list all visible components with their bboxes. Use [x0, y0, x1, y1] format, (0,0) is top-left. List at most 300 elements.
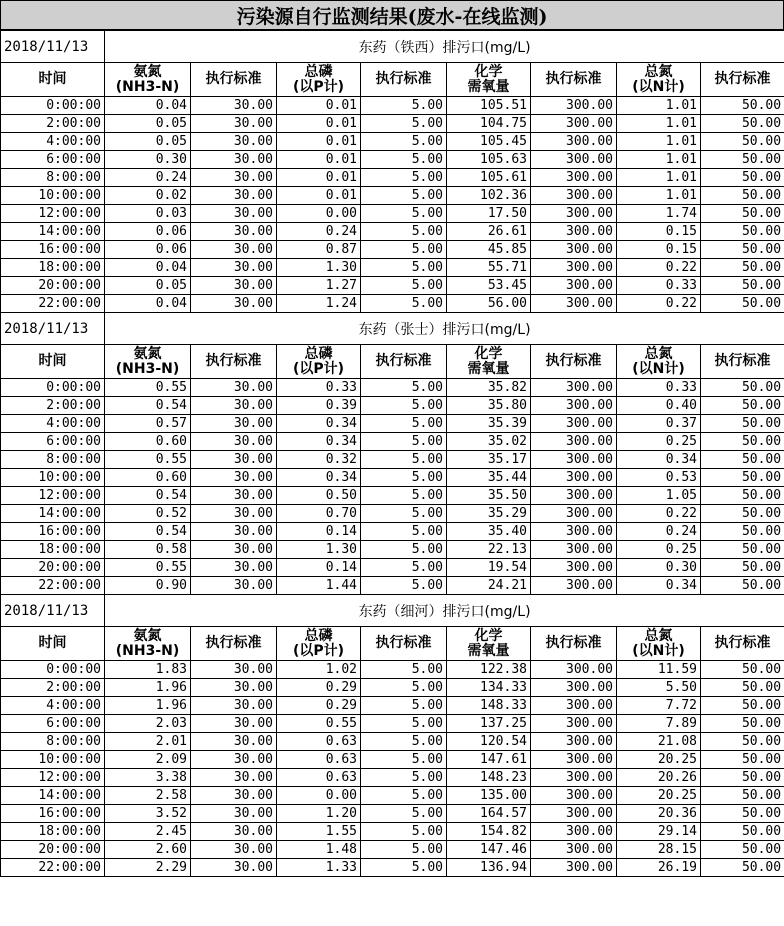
table-row [1, 487, 784, 505]
value-cell: 5.00 [361, 241, 447, 259]
value-cell: 5.00 [361, 187, 447, 205]
value-cell: 300.00 [531, 223, 617, 241]
time-cell: 14:00:00 [1, 787, 105, 805]
value-cell: 5.00 [361, 433, 447, 451]
table-row [1, 733, 784, 751]
value-cell: 0.53 [617, 469, 701, 487]
value-cell: 0.63 [277, 769, 361, 787]
value-cell: 30.00 [191, 751, 277, 769]
value-cell: 5.00 [361, 451, 447, 469]
value-cell: 50.00 [701, 823, 784, 841]
value-cell: 300.00 [531, 415, 617, 433]
value-cell: 300.00 [531, 133, 617, 151]
value-cell: 0.14 [277, 559, 361, 577]
value-cell: 20.26 [617, 769, 701, 787]
table-row [1, 187, 784, 205]
table-row [1, 523, 784, 541]
header-cod: 化学 需氧量 [447, 63, 531, 97]
section-site-name: 东药（张士）排污口(mg/L) [105, 313, 784, 345]
value-cell: 30.00 [191, 805, 277, 823]
column-header-row [1, 63, 784, 97]
value-cell: 0.01 [277, 133, 361, 151]
value-cell: 50.00 [701, 523, 784, 541]
value-cell: 0.55 [105, 559, 191, 577]
header-standard: 执行标准 [361, 627, 447, 661]
time-cell: 12:00:00 [1, 205, 105, 223]
table-row [1, 769, 784, 787]
value-cell: 2.03 [105, 715, 191, 733]
value-cell: 102.36 [447, 187, 531, 205]
value-cell: 0.30 [105, 151, 191, 169]
section-site-name: 东药（铁西）排污口(mg/L) [105, 31, 784, 63]
value-cell: 1.01 [617, 169, 701, 187]
value-cell: 50.00 [701, 295, 784, 313]
value-cell: 11.59 [617, 661, 701, 679]
value-cell: 136.94 [447, 859, 531, 877]
value-cell: 1.01 [617, 151, 701, 169]
value-cell: 50.00 [701, 805, 784, 823]
value-cell: 50.00 [701, 223, 784, 241]
value-cell: 30.00 [191, 469, 277, 487]
value-cell: 0.01 [277, 169, 361, 187]
value-cell: 35.50 [447, 487, 531, 505]
value-cell: 300.00 [531, 379, 617, 397]
value-cell: 0.00 [277, 787, 361, 805]
value-cell: 5.00 [361, 397, 447, 415]
value-cell: 104.75 [447, 115, 531, 133]
section-header-row [1, 313, 784, 345]
value-cell: 0.15 [617, 223, 701, 241]
value-cell: 30.00 [191, 295, 277, 313]
value-cell: 50.00 [701, 433, 784, 451]
value-cell: 0.24 [277, 223, 361, 241]
value-cell: 5.00 [361, 841, 447, 859]
value-cell: 300.00 [531, 115, 617, 133]
header-nh3n: 氨氮 (NH3-N) [105, 345, 191, 379]
value-cell: 1.01 [617, 187, 701, 205]
time-cell: 8:00:00 [1, 451, 105, 469]
value-cell: 26.61 [447, 223, 531, 241]
value-cell: 300.00 [531, 715, 617, 733]
value-cell: 1.01 [617, 97, 701, 115]
header-standard: 执行标准 [361, 63, 447, 97]
value-cell: 50.00 [701, 505, 784, 523]
time-cell: 18:00:00 [1, 541, 105, 559]
value-cell: 300.00 [531, 841, 617, 859]
value-cell: 147.46 [447, 841, 531, 859]
value-cell: 35.29 [447, 505, 531, 523]
value-cell: 135.00 [447, 787, 531, 805]
value-cell: 0.33 [277, 379, 361, 397]
value-cell: 50.00 [701, 769, 784, 787]
time-cell: 14:00:00 [1, 223, 105, 241]
value-cell: 0.22 [617, 505, 701, 523]
value-cell: 5.00 [361, 751, 447, 769]
value-cell: 300.00 [531, 97, 617, 115]
value-cell: 0.22 [617, 259, 701, 277]
value-cell: 0.24 [617, 523, 701, 541]
value-cell: 1.55 [277, 823, 361, 841]
value-cell: 50.00 [701, 559, 784, 577]
value-cell: 50.00 [701, 259, 784, 277]
time-cell: 0:00:00 [1, 97, 105, 115]
value-cell: 300.00 [531, 151, 617, 169]
header-tn: 总氮 (以N计) [617, 627, 701, 661]
value-cell: 30.00 [191, 679, 277, 697]
section-date: 2018/11/13 [1, 595, 105, 627]
value-cell: 0.06 [105, 223, 191, 241]
value-cell: 20.25 [617, 751, 701, 769]
value-cell: 50.00 [701, 277, 784, 295]
value-cell: 0.01 [277, 97, 361, 115]
value-cell: 300.00 [531, 679, 617, 697]
value-cell: 164.57 [447, 805, 531, 823]
value-cell: 0.06 [105, 241, 191, 259]
value-cell: 35.39 [447, 415, 531, 433]
value-cell: 5.00 [361, 469, 447, 487]
table-row [1, 433, 784, 451]
value-cell: 30.00 [191, 397, 277, 415]
value-cell: 0.30 [617, 559, 701, 577]
value-cell: 300.00 [531, 805, 617, 823]
value-cell: 30.00 [191, 451, 277, 469]
time-cell: 8:00:00 [1, 733, 105, 751]
value-cell: 300.00 [531, 187, 617, 205]
value-cell: 53.45 [447, 277, 531, 295]
header-tp: 总磷 (以P计) [277, 627, 361, 661]
value-cell: 0.40 [617, 397, 701, 415]
value-cell: 5.00 [361, 151, 447, 169]
value-cell: 1.30 [277, 541, 361, 559]
value-cell: 0.25 [617, 541, 701, 559]
table-row [1, 469, 784, 487]
value-cell: 0.34 [277, 433, 361, 451]
value-cell: 5.00 [361, 133, 447, 151]
header-standard: 执行标准 [701, 345, 784, 379]
value-cell: 300.00 [531, 487, 617, 505]
value-cell: 5.00 [361, 787, 447, 805]
value-cell: 122.38 [447, 661, 531, 679]
value-cell: 0.55 [277, 715, 361, 733]
value-cell: 21.08 [617, 733, 701, 751]
value-cell: 7.89 [617, 715, 701, 733]
value-cell: 0.01 [277, 151, 361, 169]
value-cell: 50.00 [701, 733, 784, 751]
table-row [1, 805, 784, 823]
value-cell: 50.00 [701, 679, 784, 697]
value-cell: 5.00 [361, 715, 447, 733]
time-cell: 16:00:00 [1, 523, 105, 541]
value-cell: 5.00 [361, 487, 447, 505]
time-cell: 10:00:00 [1, 469, 105, 487]
time-cell: 4:00:00 [1, 415, 105, 433]
value-cell: 2.45 [105, 823, 191, 841]
value-cell: 0.34 [277, 415, 361, 433]
value-cell: 300.00 [531, 559, 617, 577]
column-header-row [1, 627, 784, 661]
table-row [1, 859, 784, 877]
value-cell: 50.00 [701, 787, 784, 805]
value-cell: 30.00 [191, 187, 277, 205]
value-cell: 50.00 [701, 379, 784, 397]
value-cell: 300.00 [531, 295, 617, 313]
value-cell: 1.96 [105, 697, 191, 715]
value-cell: 1.96 [105, 679, 191, 697]
value-cell: 5.00 [361, 223, 447, 241]
value-cell: 0.70 [277, 505, 361, 523]
value-cell: 30.00 [191, 433, 277, 451]
value-cell: 35.02 [447, 433, 531, 451]
value-cell: 5.00 [361, 697, 447, 715]
value-cell: 0.37 [617, 415, 701, 433]
header-time: 时间 [1, 627, 105, 661]
value-cell: 1.02 [277, 661, 361, 679]
value-cell: 5.00 [361, 97, 447, 115]
value-cell: 1.24 [277, 295, 361, 313]
value-cell: 3.38 [105, 769, 191, 787]
value-cell: 30.00 [191, 523, 277, 541]
section-site-name: 东药（细河）排污口(mg/L) [105, 595, 784, 627]
value-cell: 0.32 [277, 451, 361, 469]
time-cell: 18:00:00 [1, 823, 105, 841]
value-cell: 50.00 [701, 751, 784, 769]
value-cell: 30.00 [191, 379, 277, 397]
value-cell: 0.03 [105, 205, 191, 223]
header-tn: 总氮 (以N计) [617, 63, 701, 97]
value-cell: 1.48 [277, 841, 361, 859]
value-cell: 5.00 [361, 379, 447, 397]
value-cell: 24.21 [447, 577, 531, 595]
value-cell: 5.00 [361, 541, 447, 559]
value-cell: 5.00 [361, 679, 447, 697]
value-cell: 5.00 [361, 859, 447, 877]
table-row [1, 115, 784, 133]
value-cell: 35.82 [447, 379, 531, 397]
section-date: 2018/11/13 [1, 31, 105, 63]
value-cell: 30.00 [191, 733, 277, 751]
time-cell: 6:00:00 [1, 715, 105, 733]
value-cell: 5.00 [361, 259, 447, 277]
value-cell: 30.00 [191, 487, 277, 505]
value-cell: 45.85 [447, 241, 531, 259]
value-cell: 0.24 [105, 169, 191, 187]
value-cell: 154.82 [447, 823, 531, 841]
value-cell: 35.80 [447, 397, 531, 415]
section-header-row [1, 31, 784, 63]
value-cell: 300.00 [531, 751, 617, 769]
value-cell: 105.61 [447, 169, 531, 187]
value-cell: 30.00 [191, 505, 277, 523]
value-cell: 0.05 [105, 115, 191, 133]
value-cell: 50.00 [701, 205, 784, 223]
time-cell: 8:00:00 [1, 169, 105, 187]
value-cell: 1.83 [105, 661, 191, 679]
value-cell: 50.00 [701, 661, 784, 679]
value-cell: 0.02 [105, 187, 191, 205]
header-nh3n: 氨氮 (NH3-N) [105, 627, 191, 661]
value-cell: 50.00 [701, 169, 784, 187]
header-nh3n: 氨氮 (NH3-N) [105, 63, 191, 97]
value-cell: 50.00 [701, 241, 784, 259]
value-cell: 5.00 [361, 505, 447, 523]
value-cell: 300.00 [531, 277, 617, 295]
value-cell: 50.00 [701, 397, 784, 415]
table-row [1, 751, 784, 769]
value-cell: 300.00 [531, 769, 617, 787]
time-cell: 20:00:00 [1, 277, 105, 295]
value-cell: 30.00 [191, 661, 277, 679]
value-cell: 300.00 [531, 733, 617, 751]
value-cell: 50.00 [701, 487, 784, 505]
header-tn: 总氮 (以N计) [617, 345, 701, 379]
value-cell: 5.00 [361, 277, 447, 295]
value-cell: 5.00 [361, 769, 447, 787]
value-cell: 30.00 [191, 97, 277, 115]
time-cell: 2:00:00 [1, 115, 105, 133]
value-cell: 1.01 [617, 133, 701, 151]
value-cell: 0.60 [105, 469, 191, 487]
header-time: 时间 [1, 63, 105, 97]
value-cell: 300.00 [531, 241, 617, 259]
value-cell: 0.54 [105, 397, 191, 415]
time-cell: 0:00:00 [1, 379, 105, 397]
value-cell: 148.33 [447, 697, 531, 715]
value-cell: 29.14 [617, 823, 701, 841]
table-row [1, 379, 784, 397]
value-cell: 300.00 [531, 433, 617, 451]
value-cell: 300.00 [531, 823, 617, 841]
section-date: 2018/11/13 [1, 313, 105, 345]
table-row [1, 661, 784, 679]
header-time: 时间 [1, 345, 105, 379]
time-cell: 2:00:00 [1, 679, 105, 697]
value-cell: 30.00 [191, 769, 277, 787]
value-cell: 30.00 [191, 169, 277, 187]
header-tp: 总磷 (以P计) [277, 63, 361, 97]
value-cell: 5.00 [361, 115, 447, 133]
value-cell: 35.40 [447, 523, 531, 541]
value-cell: 5.00 [361, 523, 447, 541]
value-cell: 28.15 [617, 841, 701, 859]
time-cell: 0:00:00 [1, 661, 105, 679]
time-cell: 12:00:00 [1, 769, 105, 787]
value-cell: 5.00 [361, 415, 447, 433]
value-cell: 5.00 [361, 823, 447, 841]
value-cell: 20.36 [617, 805, 701, 823]
monitoring-table [0, 30, 784, 877]
value-cell: 30.00 [191, 223, 277, 241]
value-cell: 300.00 [531, 859, 617, 877]
value-cell: 5.00 [361, 559, 447, 577]
value-cell: 137.25 [447, 715, 531, 733]
value-cell: 50.00 [701, 415, 784, 433]
header-standard: 执行标准 [361, 345, 447, 379]
value-cell: 0.87 [277, 241, 361, 259]
time-cell: 22:00:00 [1, 295, 105, 313]
table-row [1, 559, 784, 577]
value-cell: 300.00 [531, 397, 617, 415]
header-standard: 执行标准 [191, 345, 277, 379]
value-cell: 1.33 [277, 859, 361, 877]
time-cell: 6:00:00 [1, 151, 105, 169]
value-cell: 300.00 [531, 469, 617, 487]
value-cell: 30.00 [191, 241, 277, 259]
value-cell: 0.58 [105, 541, 191, 559]
time-cell: 22:00:00 [1, 577, 105, 595]
value-cell: 30.00 [191, 787, 277, 805]
time-cell: 16:00:00 [1, 805, 105, 823]
header-cod: 化学 需氧量 [447, 627, 531, 661]
value-cell: 0.29 [277, 697, 361, 715]
value-cell: 5.50 [617, 679, 701, 697]
value-cell: 300.00 [531, 541, 617, 559]
value-cell: 134.33 [447, 679, 531, 697]
value-cell: 5.00 [361, 577, 447, 595]
time-cell: 4:00:00 [1, 133, 105, 151]
header-tp: 总磷 (以P计) [277, 345, 361, 379]
value-cell: 0.01 [277, 187, 361, 205]
value-cell: 0.33 [617, 277, 701, 295]
header-standard: 执行标准 [701, 63, 784, 97]
value-cell: 3.52 [105, 805, 191, 823]
value-cell: 0.14 [277, 523, 361, 541]
value-cell: 0.34 [617, 451, 701, 469]
value-cell: 0.00 [277, 205, 361, 223]
value-cell: 0.29 [277, 679, 361, 697]
value-cell: 300.00 [531, 787, 617, 805]
value-cell: 50.00 [701, 115, 784, 133]
time-cell: 12:00:00 [1, 487, 105, 505]
value-cell: 0.04 [105, 97, 191, 115]
value-cell: 0.54 [105, 523, 191, 541]
value-cell: 35.44 [447, 469, 531, 487]
value-cell: 0.63 [277, 751, 361, 769]
value-cell: 300.00 [531, 505, 617, 523]
table-row [1, 151, 784, 169]
value-cell: 50.00 [701, 151, 784, 169]
value-cell: 5.00 [361, 733, 447, 751]
table-row [1, 397, 784, 415]
value-cell: 0.55 [105, 379, 191, 397]
table-row [1, 205, 784, 223]
column-header-row [1, 345, 784, 379]
value-cell: 120.54 [447, 733, 531, 751]
value-cell: 30.00 [191, 133, 277, 151]
value-cell: 0.54 [105, 487, 191, 505]
time-cell: 20:00:00 [1, 841, 105, 859]
value-cell: 2.01 [105, 733, 191, 751]
header-standard: 执行标准 [191, 627, 277, 661]
value-cell: 105.63 [447, 151, 531, 169]
value-cell: 5.00 [361, 805, 447, 823]
table-row [1, 223, 784, 241]
value-cell: 2.58 [105, 787, 191, 805]
value-cell: 147.61 [447, 751, 531, 769]
value-cell: 300.00 [531, 169, 617, 187]
value-cell: 1.05 [617, 487, 701, 505]
table-row [1, 133, 784, 151]
value-cell: 30.00 [191, 277, 277, 295]
value-cell: 2.60 [105, 841, 191, 859]
value-cell: 50.00 [701, 97, 784, 115]
value-cell: 30.00 [191, 697, 277, 715]
value-cell: 1.74 [617, 205, 701, 223]
value-cell: 50.00 [701, 469, 784, 487]
value-cell: 22.13 [447, 541, 531, 559]
value-cell: 300.00 [531, 661, 617, 679]
table-row [1, 679, 784, 697]
time-cell: 2:00:00 [1, 397, 105, 415]
